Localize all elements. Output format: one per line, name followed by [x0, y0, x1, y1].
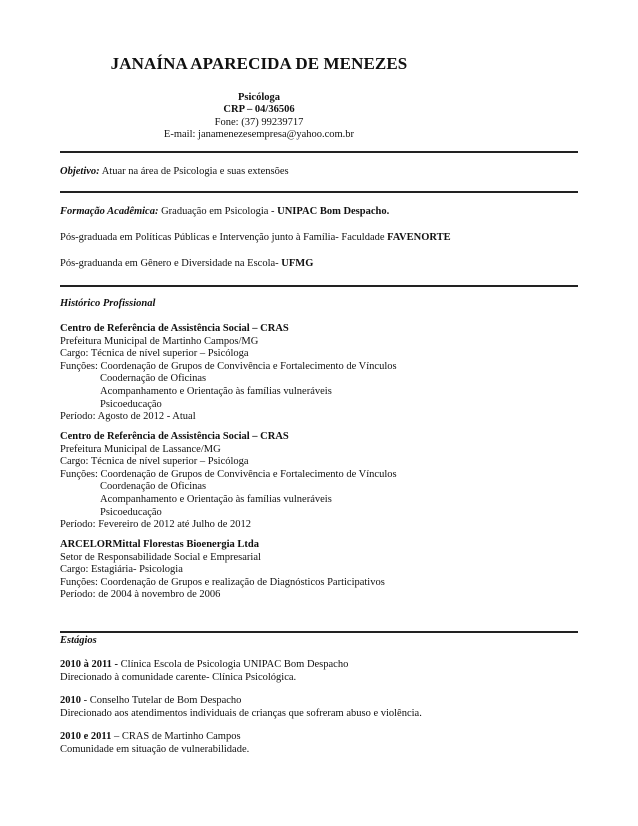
job-line: Funções: Coordenação de Grupos de Convivência e Fortalecimento de Vínculos	[60, 360, 397, 372]
job-subitem: Acompanhamento e Orientação às famílias vulneráveis	[100, 385, 332, 397]
education-institution: UFMG	[281, 258, 314, 269]
job-entry-1	[60, 323, 578, 424]
contact-header	[0, 92, 578, 142]
education-item: Pós-graduanda em Gênero e Diversidade na Escola-	[60, 258, 282, 269]
job-line: Setor de Responsabilidade Social e Empresarial	[60, 551, 261, 563]
education-item-3	[60, 258, 578, 271]
internship-description: Direcionado aos atendimentos individuais de crianças que sofreram abuso e violência.	[60, 707, 422, 719]
job-subitem: Acompanhamento e Orientação às famílias vulneráveis	[100, 493, 332, 505]
phone: Fone: (37) 99239717	[214, 116, 304, 128]
internships-section	[60, 635, 578, 648]
internship-period: 2010	[60, 695, 81, 706]
internship-entry-2	[60, 695, 578, 720]
job-organization: Centro de Referência de Assistência Social – CRAS	[60, 323, 289, 334]
history-title: Histórico Profissional	[60, 298, 156, 309]
internship-entry-1	[60, 659, 578, 684]
internship-period: 2010 à 2011 -	[60, 659, 121, 670]
job-subitem: Coordenação de Oficinas	[100, 481, 207, 493]
education-item: Pós-graduada em Políticas Públicas e Intervenção junto à Família- Faculdade	[60, 232, 388, 243]
job-line: Prefeitura Municipal de Martinho Campos/MG	[60, 335, 259, 347]
divider	[60, 191, 578, 193]
job-line: Funções: Coordenação de Grupos e realização de Diagnósticos Participativos	[60, 576, 385, 588]
education-item-2	[60, 232, 578, 245]
divider	[60, 285, 578, 287]
internship-place: - Conselho Tutelar de Bom Despacho	[81, 695, 242, 706]
job-period: Período: de 2004 à novembro de 2006	[60, 589, 221, 601]
internships-title: Estágios	[60, 635, 97, 646]
internship-description: Direcionado à comunidade carente- Clínica Psicológica.	[60, 671, 297, 683]
internship-place: – CRAS de Martinho Campos	[111, 731, 241, 742]
job-line: Cargo: Estagiária- Psicologia	[60, 564, 183, 576]
internship-period: 2010 e 2011	[60, 731, 112, 742]
internship-place: Clínica Escola de Psicologia UNIPAC Bom Despacho	[120, 659, 349, 670]
candidate-name: JANAÍNA APARECIDA DE MENEZES	[110, 54, 408, 73]
job-organization: ARCELORMittal Florestas Bioenergia Ltda	[60, 539, 259, 550]
job-subitem: Coodernação de Oficinas	[100, 373, 207, 385]
divider	[60, 631, 578, 633]
crp-number: CRP – 04/36506	[223, 104, 295, 116]
job-entry-3	[60, 539, 578, 602]
education-institution: FAVENORTE	[387, 232, 451, 243]
divider	[60, 151, 578, 153]
education-section	[60, 206, 578, 219]
internship-entry-3	[60, 731, 578, 756]
education-label: Formação Acadêmica:	[60, 206, 159, 217]
job-period: Período: Fevereiro de 2012 até Julho de 2012	[60, 519, 251, 531]
job-subitem: Psicoeducação	[100, 506, 162, 518]
job-line: Prefeitura Municipal de Lassance/MG	[60, 443, 221, 455]
objective-text: Atuar na área de Psicologia e suas extensões	[101, 166, 289, 177]
objective-label: Objetivo:	[60, 166, 100, 177]
job-period: Período: Agosto de 2012 - Atual	[60, 411, 196, 423]
email: E-mail: janamenezesempresa@yahoo.com.br	[163, 129, 355, 141]
education-item: Graduação em Psicologia -	[161, 206, 278, 217]
profession: Psicóloga	[238, 92, 280, 103]
job-entry-2	[60, 431, 578, 532]
job-line: Funções: Coordenação de Grupos de Convivência e Fortalecimento de Vínculos	[60, 468, 397, 480]
objective-section	[60, 166, 578, 179]
job-line: Cargo: Técnica de nível superior – Psicóloga	[60, 348, 249, 360]
history-section	[60, 298, 578, 311]
job-subitem: Psicoeducação	[100, 398, 162, 410]
job-organization: Centro de Referência de Assistência Social – CRAS	[60, 431, 289, 442]
education-institution: UNIPAC Bom Despacho.	[277, 206, 390, 217]
job-line: Cargo: Técnica de nível superior – Psicóloga	[60, 456, 249, 468]
internship-description: Comunidade em situação de vulnerabilidade.	[60, 743, 250, 755]
